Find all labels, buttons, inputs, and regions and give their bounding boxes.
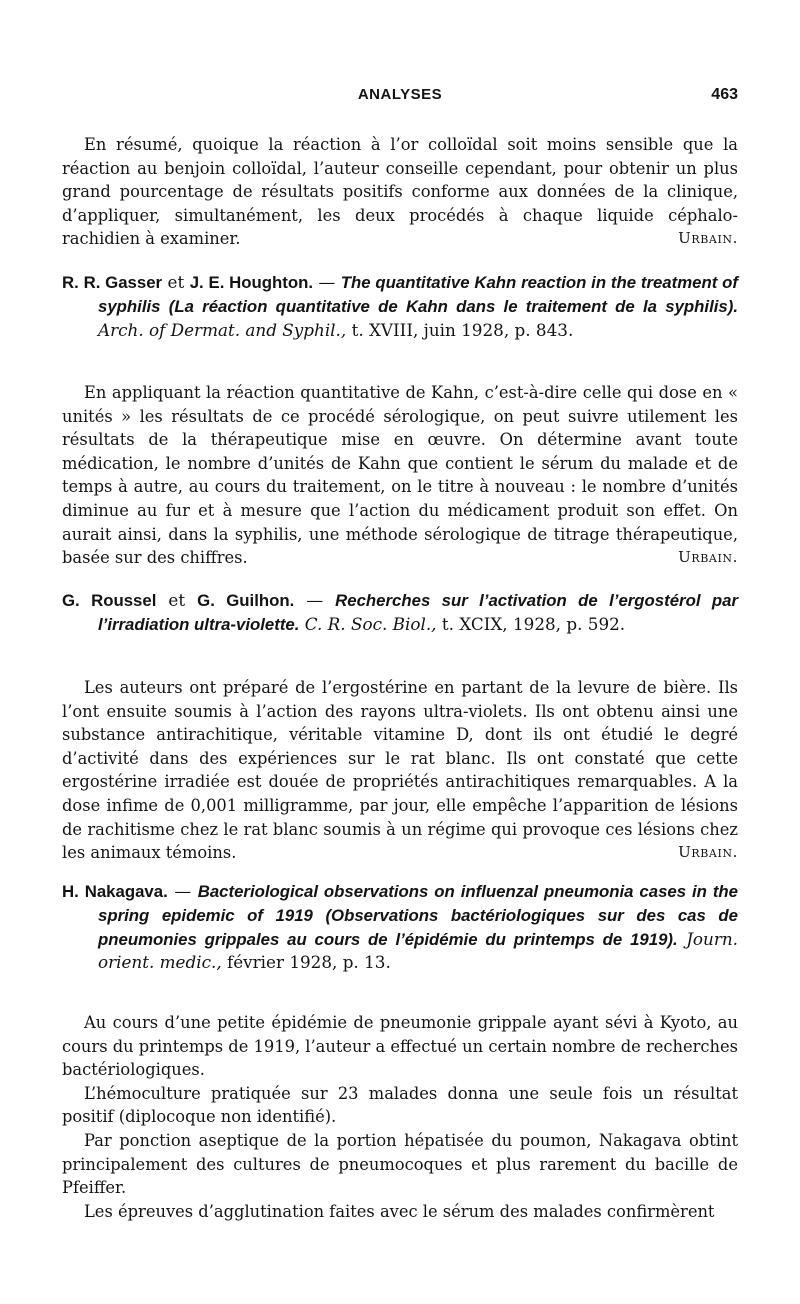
intro-paragraph (62, 133, 738, 251)
abstract-paragraph: Les épreuves d’agglutination faites avec le sérum des malades confirmèrent (84, 1201, 715, 1221)
journal-name: C. R. Soc. Biol., (304, 613, 437, 634)
signature: Urbain. (678, 229, 738, 248)
paragraph-text: Les auteurs ont préparé de l’ergostérine en partant de la levure de bière. Ils l’ont ensuite soumis à l’action des rayons ultra-violets. Ils ont obtenu ainsi une substance antirachitique, véritable vitamine D, dont ils ont étudié le degré d’activité dans des expériences sur le rat blanc. Ils ont constaté que cette ergostérine irradiée est douée de propriétés antirachitiques remarquables. A la dose infime de 0,001 milligramme, par jour, elle empêche l’apparition de lésions de rachitisme chez le rat blanc soumis à un régime qui provoque ces lésions chez les animaux témoins. (62, 678, 738, 863)
running-header (62, 86, 738, 110)
author-2: G. Guilhon. (197, 591, 295, 610)
page-number: 463 (711, 86, 738, 103)
abstract-paragraph: Au cours d’une petite épidémie de pneumonie grippale ayant sévi à Kyoto, au cours du printemps de 1919, l’auteur a effectué un certain nombre de recherches bactériologiques. (62, 1013, 738, 1080)
article-title: Bacteriological observations on influenzal pneumonia cases in the spring epidemic of 1919 (Observations bactériologiques sur des cas de pneumonies grippales au cours de l’épidémie du printemps de 1919). (98, 882, 739, 949)
reference-entry-3 (62, 880, 738, 975)
abstract-paragraph (62, 676, 738, 865)
intro-paragraph-block (62, 133, 738, 251)
journal-name: Arch. of Dermat. and Syphil., (98, 319, 347, 340)
article-title: The quantitative Kahn reaction in the treatment of syphilis (La réaction quantitative de Kahn dans le traitement de la syphilis). (98, 273, 738, 316)
author-2: J. E. Houghton. (189, 273, 314, 292)
title-dash: — (167, 881, 198, 901)
author-conjunction: et (167, 272, 185, 292)
abstract-1 (62, 381, 738, 570)
reference-heading (62, 271, 738, 342)
intro-text: En résumé, quoique la réaction à l’or colloïdal soit moins sensible que la réaction au benjoin colloïdal, l’auteur conseille cependant, pour obtenir un plus grand pourcentage de résultats positifs conforme aux données de la clinique, d’appliquer, simultanément, les deux procédés à chaque liquide céphalo-rachidien à examiner. (62, 135, 738, 249)
abstract-paragraph: Par ponction aseptique de la portion hépatisée du poumon, Nakagava obtint principalement des cultures de pneumocoques et plus rarement du bacille de Pfeiffer. (62, 1130, 738, 1198)
reference-heading (62, 880, 738, 975)
title-dash: — (294, 590, 336, 610)
journal-name: Journ. orient. medic., (98, 928, 738, 973)
signature: Urbain. (678, 843, 738, 862)
reference-entry-2 (62, 589, 738, 637)
citation: t. XVIII, juin 1928, p. 843. (351, 319, 574, 340)
signature: Urbain. (678, 548, 738, 567)
abstract-2 (62, 676, 738, 865)
citation: février 1928, p. 13. (227, 952, 391, 973)
author-conjunction: et (168, 590, 186, 610)
reference-entry-1 (62, 271, 738, 342)
paragraph-text: En appliquant la réaction quantitative de Kahn, c’est-à-dire celle qui dose en « unités » les résultats de ce procédé sérologique, on peut suivre utilement les résultats de la thérapeutique mise en œuvre. On détermine avant toute médication, le nombre d’unités de Kahn que contient le sérum du malade et de temps à autre, au cours du traitement, on le titre à nouveau : le nombre d’unités diminue au fur et à mesure que l’action du médicament produit son effet. On aurait ainsi, dans la syphilis, une méthode sérologique de titrage thérapeutique, basée sur des chiffres. (62, 383, 738, 568)
author-1: R. R. Gasser (62, 273, 163, 292)
abstract-paragraph (62, 381, 738, 570)
citation: t. XCIX, 1928, p. 592. (441, 613, 626, 634)
reference-heading (62, 589, 738, 637)
abstract-paragraph: L’hémoculture pratiquée sur 23 malades donna une seule fois un résultat positif (diplocoque non identifié). (62, 1083, 738, 1127)
abstract-3 (62, 1011, 738, 1223)
author-1: H. Nakagava. (62, 882, 168, 901)
author-1: G. Roussel (62, 591, 157, 610)
article-title: Recherches sur l’activation de l’ergostérol par l’irradiation ultra-violette. (98, 591, 738, 634)
title-dash: — (313, 272, 341, 292)
running-title: ANALYSES (357, 86, 443, 103)
